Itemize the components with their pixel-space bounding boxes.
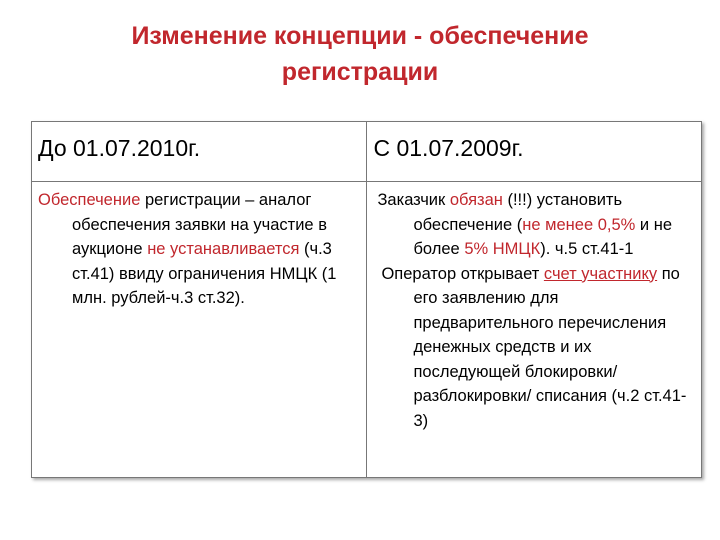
after-term-max-percent: 5% НМЦК xyxy=(464,240,541,258)
after-term-obliged: обязан xyxy=(449,191,503,209)
before-term-not-set: не устанавливается xyxy=(147,240,300,258)
before-paragraph xyxy=(32,188,366,311)
after-text-5: Оператор открывает xyxy=(381,264,544,283)
before-text-2: (ч.3 ст.41) ввиду ограничения НМЦК (1 млн. рублей-ч.3 ст.32). xyxy=(72,240,337,307)
cell-after-description xyxy=(367,182,702,478)
cell-before-description xyxy=(32,182,367,478)
after-term-account: счет участнику xyxy=(543,264,658,283)
after-text-1: Заказчик xyxy=(377,191,450,209)
header-before-date: До 01.07.2010г. xyxy=(32,122,367,182)
after-paragraph-1 xyxy=(367,188,701,262)
header-after-date: С 01.07.2009г. xyxy=(367,122,702,182)
after-term-min-percent: не менее 0,5% xyxy=(522,215,636,234)
after-text-3: и не более xyxy=(413,215,673,258)
after-text-6: по его заявлению для предварительного перечисления денежных средств и их последующей блокировки/разблокировки/ списания (ч.2 ст.41-3) xyxy=(413,264,687,430)
slide-title-line-2: регистрации xyxy=(281,58,439,86)
before-text-1: регистрации – аналог обеспечения заявки на участие в аукционе xyxy=(72,191,327,258)
comparison-table xyxy=(31,121,702,478)
after-text-2: (!!!) установить обеспечение ( xyxy=(413,191,623,234)
slide-title xyxy=(0,18,720,90)
table-header-row xyxy=(32,122,702,182)
after-paragraph-2 xyxy=(367,262,701,434)
table-body-row xyxy=(32,182,702,478)
after-text-4: ). ч.5 ст.41-1 xyxy=(540,240,634,258)
slide-title-line-1: Изменение концепции - обеспечение xyxy=(131,22,589,50)
before-term-security: Обеспечение xyxy=(38,191,141,209)
